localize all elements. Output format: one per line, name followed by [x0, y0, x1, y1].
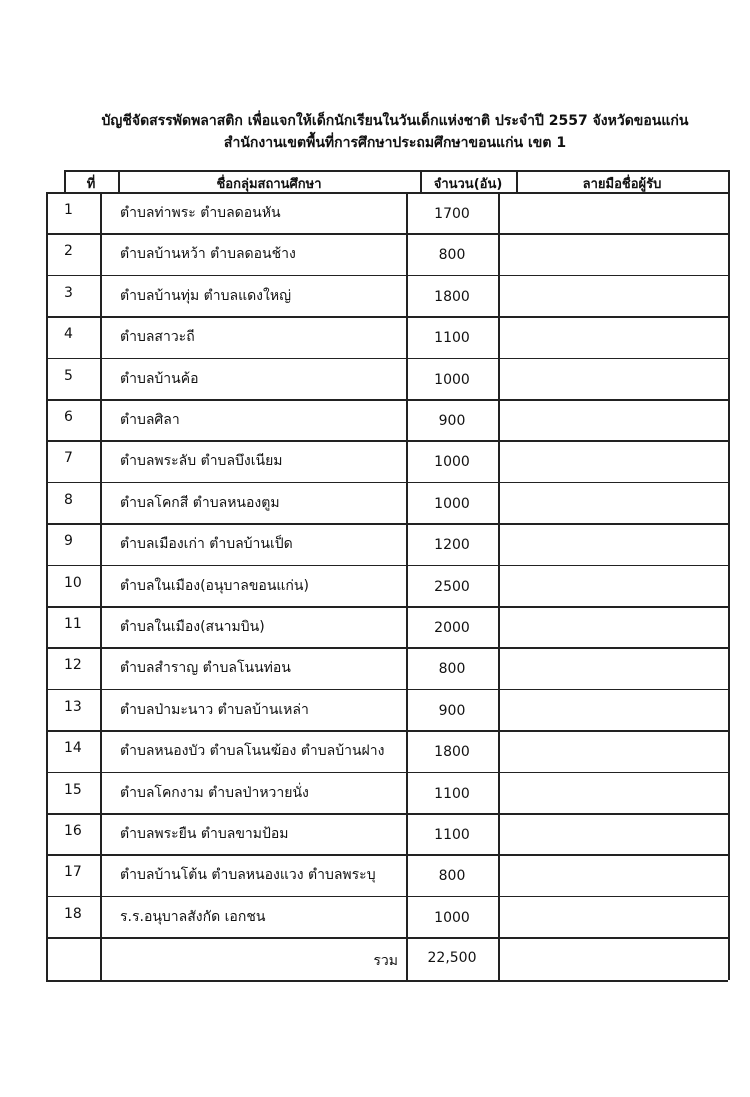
row-number: 18 — [64, 905, 82, 922]
school-group-name: ตำบลในเมือง(อนุบาลขอนแก่น) — [120, 577, 309, 594]
school-group-name: ตำบลในเมือง(สนามบิน) — [120, 619, 265, 635]
school-group-name: ตำบลป่ามะนาว ตำบลบ้านเหล่า — [120, 701, 309, 718]
row-number: 13 — [64, 698, 82, 715]
quantity-value: 800 — [438, 661, 466, 678]
quantity-value: 900 — [438, 702, 466, 719]
quantity-value: 1000 — [434, 909, 470, 926]
school-group-name: ตำบลโคกสี ตำบลหนองตูม — [120, 494, 280, 511]
school-group-name: ตำบลเมืองเก่า ตำบลบ้านเป็ด — [120, 536, 293, 553]
school-group-name: ตำบลบ้านหว้า ตำบลดอนช้าง — [120, 246, 296, 263]
quantity-value: 1100 — [434, 827, 470, 843]
school-group-name: ตำบลบ้านค้อ — [120, 370, 199, 387]
quantity-value: 1700 — [434, 206, 470, 222]
column-header-school-group: ชื่อกลุ่มสถานศึกษา — [216, 177, 322, 192]
total-label: รวม — [373, 953, 398, 970]
school-group-name: ตำบลบ้านโต้น ตำบลหนองแวง ตำบลพระบุ — [120, 867, 376, 884]
row-rule — [46, 937, 728, 939]
quantity-value: 1100 — [434, 785, 470, 802]
quantity-value: 800 — [438, 868, 466, 885]
row-rule — [46, 482, 728, 484]
quantity-value: 1800 — [434, 288, 470, 305]
header-column-rule — [728, 170, 730, 192]
school-group-name: ตำบลหนองบัว ตำบลโนนฆ้อง ตำบลบ้านฝาง — [120, 743, 385, 760]
row-number: 9 — [64, 533, 73, 550]
row-number: 17 — [64, 864, 82, 881]
column-header-no: ที่ — [86, 177, 96, 192]
row-rule — [46, 275, 728, 277]
row-rule — [46, 772, 728, 774]
quantity-value: 2500 — [434, 578, 470, 595]
quantity-value: 1800 — [434, 744, 470, 761]
row-number: 4 — [64, 326, 73, 343]
row-number: 7 — [64, 450, 73, 467]
row-rule — [46, 316, 728, 318]
quantity-value: 1000 — [434, 454, 470, 471]
row-number: 10 — [64, 574, 82, 591]
quantity-value: 800 — [438, 247, 466, 264]
quantity-value: 2000 — [434, 620, 470, 636]
table-bottom-rule — [46, 980, 728, 982]
row-number: 5 — [64, 367, 73, 384]
school-group-name: ตำบลสำราญ ตำบลโนนท่อน — [120, 660, 291, 677]
header-top-rule — [64, 170, 728, 172]
total-value: 22,500 — [427, 950, 477, 967]
row-rule — [46, 399, 728, 401]
school-group-name: ตำบลพระลับ ตำบลบึงเนียม — [120, 453, 283, 470]
row-number: 12 — [64, 657, 82, 674]
quantity-value: 900 — [438, 413, 466, 429]
row-rule — [46, 565, 728, 567]
column-rule — [46, 192, 48, 980]
row-number: 8 — [64, 491, 73, 508]
row-number: 14 — [64, 740, 82, 757]
school-group-name: ตำบลโคกงาม ตำบลป่าหวายนั่ง — [120, 784, 309, 801]
row-rule — [46, 730, 728, 732]
column-rule — [498, 192, 500, 980]
row-rule — [46, 192, 728, 194]
school-group-name: ตำบลท่าพระ ตำบลดอนหัน — [120, 205, 281, 221]
quantity-value: 1200 — [434, 537, 470, 554]
column-rule — [728, 192, 730, 980]
school-group-name: ตำบลพระยืน ตำบลขามป้อม — [120, 826, 289, 842]
school-group-name: ตำบลบ้านทุ่ม ตำบลแดงใหญ่ — [120, 287, 292, 304]
row-rule — [46, 896, 728, 898]
page-title-line-1: บัญชีจัดสรรพัดพลาสติก เพื่อแจกให้เด็กนักเรียนในวันเด็กแห่งชาติ ประจำปี 2557 จังหวัดขอนแก่น — [101, 113, 689, 129]
school-group-name: ตำบลศิลา — [120, 412, 180, 428]
row-rule — [46, 813, 728, 815]
quantity-value: 1100 — [434, 330, 470, 347]
row-number: 6 — [64, 409, 73, 425]
row-rule — [46, 358, 728, 360]
row-rule — [46, 440, 728, 442]
row-rule — [46, 854, 728, 856]
row-rule — [46, 606, 728, 608]
school-group-name: ร.ร.อนุบาลสังกัด เอกชน — [120, 908, 266, 925]
row-number: 15 — [64, 781, 82, 798]
row-rule — [46, 523, 728, 525]
row-number: 3 — [64, 284, 73, 301]
row-number: 1 — [64, 202, 73, 218]
quantity-value: 1000 — [434, 371, 470, 388]
page-title-line-2: สำนักงานเขตพื้นที่การศึกษาประถมศึกษาขอนแก่น เขต 1 — [223, 135, 567, 151]
column-rule — [100, 192, 102, 980]
row-rule — [46, 647, 728, 649]
row-number: 16 — [64, 823, 82, 839]
quantity-value: 1000 — [434, 495, 470, 512]
school-group-name: ตำบลสาวะถี — [120, 329, 195, 346]
column-header-quantity: จำนวน(อัน) — [433, 177, 503, 192]
row-number: 11 — [64, 616, 82, 632]
row-number: 2 — [64, 243, 73, 260]
row-rule — [46, 689, 728, 691]
column-header-signature: ลายมือชื่อผู้รับ — [582, 177, 662, 192]
row-rule — [46, 233, 728, 235]
